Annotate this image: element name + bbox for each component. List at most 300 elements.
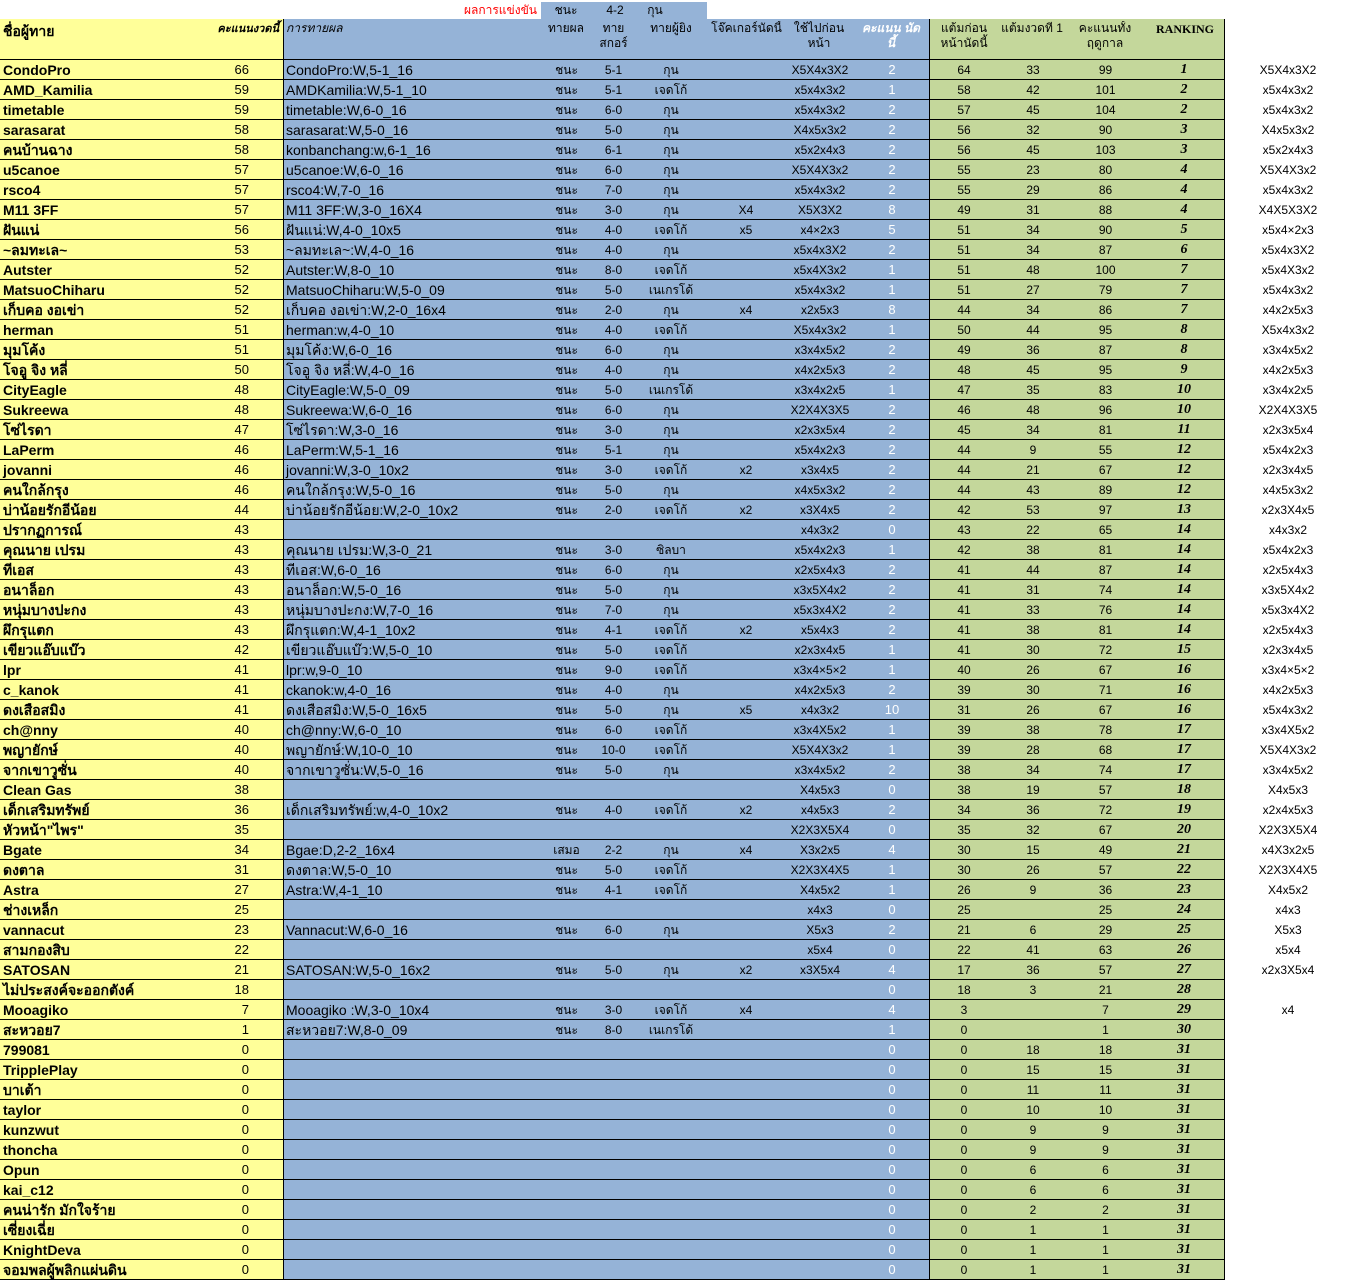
guess-result: ชนะ bbox=[541, 1000, 592, 1020]
points-before: 44 bbox=[929, 440, 999, 460]
guess-text: AMDKamilia:W,5-1_10 bbox=[283, 80, 541, 100]
points-round1: 34 bbox=[999, 240, 1067, 260]
extra-multipliers: X5X4x3X2 bbox=[1259, 63, 1317, 77]
player-name: Mooagiko bbox=[0, 1000, 200, 1020]
today-points: 57 bbox=[200, 160, 283, 180]
guess-text: สะหวอย7:W,8-0_09 bbox=[283, 1020, 541, 1040]
match-points: 1 bbox=[855, 540, 929, 560]
ranking: 8 bbox=[1144, 340, 1224, 360]
guess-text: พญายักษ์:W,10-0_10 bbox=[283, 740, 541, 760]
guess-scorer: กุน bbox=[635, 600, 707, 620]
extra-multipliers: x2x5x4x3 bbox=[1262, 623, 1314, 637]
used-before: x5x4x2x3 bbox=[785, 440, 855, 460]
guess-scorer: กุน bbox=[635, 180, 707, 200]
points-before: 57 bbox=[929, 100, 999, 120]
header-joker: โจ๊คเกอร์นัดนี้ bbox=[711, 21, 782, 35]
today-points: 59 bbox=[200, 100, 283, 120]
header-guess-scorer: ทายผู้ยิง bbox=[650, 21, 692, 35]
used-before bbox=[785, 1240, 855, 1260]
guess-score: 6-0 bbox=[592, 160, 635, 180]
today-points: 48 bbox=[200, 380, 283, 400]
season-total: 29 bbox=[1067, 920, 1144, 940]
points-before: 48 bbox=[929, 360, 999, 380]
ranking: 15 bbox=[1144, 640, 1224, 660]
points-before: 51 bbox=[929, 220, 999, 240]
season-total: 76 bbox=[1067, 600, 1144, 620]
extra-multipliers bbox=[1244, 1120, 1332, 1140]
row-divider bbox=[0, 99, 1224, 100]
season-total: 67 bbox=[1067, 700, 1144, 720]
guess-score: 6-0 bbox=[592, 100, 635, 120]
player-name: thoncha bbox=[0, 1140, 200, 1160]
guess-score: 3-0 bbox=[592, 540, 635, 560]
today-points: 0 bbox=[200, 1180, 283, 1200]
points-round1: 53 bbox=[999, 500, 1067, 520]
header-points-before: แต้มก่อน หน้านัดนี้ bbox=[940, 21, 988, 50]
ranking: 3 bbox=[1144, 140, 1224, 160]
guess-scorer: เนเกรโด้ bbox=[635, 380, 707, 400]
points-before: 0 bbox=[929, 1220, 999, 1240]
season-total: 86 bbox=[1067, 300, 1144, 320]
used-before: x3X4x5 bbox=[785, 500, 855, 520]
ranking: 3 bbox=[1144, 120, 1224, 140]
guess-text: คุณนาย เปรม:W,3-0_21 bbox=[283, 540, 541, 560]
season-total: 104 bbox=[1067, 100, 1144, 120]
ranking: 27 bbox=[1144, 960, 1224, 980]
points-before: 40 bbox=[929, 660, 999, 680]
joker bbox=[707, 1020, 785, 1040]
row-divider bbox=[0, 759, 1224, 760]
today-points: 25 bbox=[200, 900, 283, 920]
player-name: Opun bbox=[0, 1160, 200, 1180]
guess-scorer: กุน bbox=[635, 420, 707, 440]
today-points: 23 bbox=[200, 920, 283, 940]
ranking: 12 bbox=[1144, 480, 1224, 500]
today-points: 21 bbox=[200, 960, 283, 980]
extra-multipliers: x2x3x4x5 bbox=[1262, 463, 1314, 477]
used-before: X5x3 bbox=[785, 920, 855, 940]
guess-scorer bbox=[635, 1220, 707, 1240]
points-round1: 33 bbox=[999, 60, 1067, 80]
today-points: 52 bbox=[200, 300, 283, 320]
match-result-outcome: ชนะ bbox=[554, 3, 578, 17]
used-before bbox=[785, 1120, 855, 1140]
row-divider bbox=[0, 1079, 1224, 1080]
player-name: Astra bbox=[0, 880, 200, 900]
match-points: 0 bbox=[855, 780, 929, 800]
row-divider bbox=[0, 919, 1224, 920]
guess-scorer bbox=[635, 1160, 707, 1180]
joker bbox=[707, 1100, 785, 1120]
guess-text: ทีเอส:W,6-0_16 bbox=[283, 560, 541, 580]
points-round1: 30 bbox=[999, 680, 1067, 700]
guess-result bbox=[541, 1240, 592, 1260]
points-round1: 32 bbox=[999, 820, 1067, 840]
header-name bbox=[0, 19, 283, 59]
guess-scorer bbox=[635, 1240, 707, 1260]
match-points: 0 bbox=[855, 1160, 929, 1180]
guess-text bbox=[283, 820, 541, 840]
points-before: 64 bbox=[929, 60, 999, 80]
guess-text bbox=[283, 1120, 541, 1140]
points-before: 0 bbox=[929, 1240, 999, 1260]
points-before: 51 bbox=[929, 240, 999, 260]
guess-result: ชนะ bbox=[541, 800, 592, 820]
extra-multipliers: x2x3X5x4 bbox=[1261, 963, 1315, 977]
joker bbox=[707, 280, 785, 300]
row-divider bbox=[0, 339, 1224, 340]
extra-multipliers: X5X4X3x2 bbox=[1259, 743, 1317, 757]
guess-score bbox=[592, 940, 635, 960]
match-points: 2 bbox=[855, 340, 929, 360]
points-before: 0 bbox=[929, 1160, 999, 1180]
today-points: 0 bbox=[200, 1260, 283, 1280]
player-name: เขียวแอ๊บแบ๊ว bbox=[0, 640, 200, 660]
today-points: 43 bbox=[200, 620, 283, 640]
match-points: 2 bbox=[855, 420, 929, 440]
extra-multipliers: x5x2x4x3 bbox=[1262, 143, 1314, 157]
guess-scorer: เจดโก้ bbox=[635, 320, 707, 340]
used-before: X4x5x3x2 bbox=[785, 120, 855, 140]
ranking: 31 bbox=[1144, 1160, 1224, 1180]
points-before: 26 bbox=[929, 880, 999, 900]
extra-multipliers: x2x3X4x5 bbox=[1261, 503, 1315, 517]
player-name: พญายักษ์ bbox=[0, 740, 200, 760]
points-round1: 26 bbox=[999, 860, 1067, 880]
player-name: vannacut bbox=[0, 920, 200, 940]
joker bbox=[707, 560, 785, 580]
row-divider bbox=[0, 519, 1224, 520]
season-total: 95 bbox=[1067, 320, 1144, 340]
player-name: CityEagle bbox=[0, 380, 200, 400]
row-divider bbox=[0, 539, 1224, 540]
guess-scorer: กุน bbox=[635, 760, 707, 780]
match-points: 4 bbox=[855, 840, 929, 860]
guess-score: 7-0 bbox=[592, 600, 635, 620]
column-divider bbox=[929, 19, 930, 1280]
guess-result: ชนะ bbox=[541, 700, 592, 720]
guess-scorer: กุน bbox=[635, 400, 707, 420]
guess-scorer: กุน bbox=[635, 140, 707, 160]
extra-multipliers bbox=[1244, 1020, 1332, 1040]
season-total: 6 bbox=[1067, 1180, 1144, 1200]
extra-multipliers: x5x4x3x2 bbox=[1262, 103, 1314, 117]
match-points: 5 bbox=[855, 220, 929, 240]
extra-multipliers: x2x3x4x5 bbox=[1262, 643, 1314, 657]
guess-text: โจอู จิง หลี่:W,4-0_16 bbox=[283, 360, 541, 380]
guess-score: 4-0 bbox=[592, 800, 635, 820]
ranking: 31 bbox=[1144, 1200, 1224, 1220]
today-points: 51 bbox=[200, 320, 283, 340]
joker: x2 bbox=[707, 500, 785, 520]
guess-result bbox=[541, 1060, 592, 1080]
ranking: 2 bbox=[1144, 80, 1224, 100]
today-points: 0 bbox=[200, 1120, 283, 1140]
season-total: 11 bbox=[1067, 1080, 1144, 1100]
row-divider bbox=[0, 719, 1224, 720]
used-before: X5X3X2 bbox=[785, 200, 855, 220]
guess-result: ชนะ bbox=[541, 140, 592, 160]
ranking: 14 bbox=[1144, 600, 1224, 620]
guess-text bbox=[283, 940, 541, 960]
joker bbox=[707, 1060, 785, 1080]
joker bbox=[707, 1240, 785, 1260]
player-name: หนุ่มบางปะกง bbox=[0, 600, 200, 620]
guess-scorer bbox=[635, 1120, 707, 1140]
guess-score: 2-0 bbox=[592, 300, 635, 320]
guess-result bbox=[541, 780, 592, 800]
guess-text: jovanni:W,3-0_10x2 bbox=[283, 460, 541, 480]
used-before: x4x3 bbox=[785, 900, 855, 920]
guess-score bbox=[592, 820, 635, 840]
points-before: 35 bbox=[929, 820, 999, 840]
guess-score: 2-2 bbox=[592, 840, 635, 860]
joker bbox=[707, 380, 785, 400]
guess-score: 4-0 bbox=[592, 680, 635, 700]
used-before bbox=[785, 1100, 855, 1120]
used-before: x5x4x3x2 bbox=[785, 180, 855, 200]
used-before: x5x4x3x2 bbox=[785, 100, 855, 120]
joker bbox=[707, 680, 785, 700]
match-points: 0 bbox=[855, 1180, 929, 1200]
guess-result: ชนะ bbox=[541, 600, 592, 620]
season-total: 1 bbox=[1067, 1240, 1144, 1260]
guess-text: Autster:W,8-0_10 bbox=[283, 260, 541, 280]
guess-scorer bbox=[635, 780, 707, 800]
ranking: 4 bbox=[1144, 160, 1224, 180]
today-points: 0 bbox=[200, 1040, 283, 1060]
points-round1: 38 bbox=[999, 720, 1067, 740]
used-before bbox=[785, 1080, 855, 1100]
guess-result: ชนะ bbox=[541, 440, 592, 460]
guess-scorer bbox=[635, 520, 707, 540]
joker bbox=[707, 360, 785, 380]
guess-scorer: เจดโก้ bbox=[635, 880, 707, 900]
used-before: x3x4×5×2 bbox=[785, 660, 855, 680]
season-total: 36 bbox=[1067, 880, 1144, 900]
extra-multipliers bbox=[1244, 1180, 1332, 1200]
guess-text bbox=[283, 1260, 541, 1280]
guess-scorer bbox=[635, 820, 707, 840]
points-before: 41 bbox=[929, 640, 999, 660]
points-before: 44 bbox=[929, 460, 999, 480]
points-round1 bbox=[999, 1000, 1067, 1020]
match-points: 1 bbox=[855, 860, 929, 880]
points-round1: 32 bbox=[999, 120, 1067, 140]
ranking: 5 bbox=[1144, 220, 1224, 240]
points-before: 0 bbox=[929, 1080, 999, 1100]
match-points: 1 bbox=[855, 720, 929, 740]
header-season-total: คะแนนทั้ง ฤดูกาล bbox=[1078, 21, 1132, 50]
ranking: 18 bbox=[1144, 780, 1224, 800]
match-points: 4 bbox=[855, 960, 929, 980]
ranking: 7 bbox=[1144, 280, 1224, 300]
match-points: 2 bbox=[855, 460, 929, 480]
player-name: CondoPro bbox=[0, 60, 200, 80]
joker bbox=[707, 60, 785, 80]
match-points: 2 bbox=[855, 240, 929, 260]
row-divider bbox=[0, 459, 1224, 460]
joker bbox=[707, 720, 785, 740]
ranking: 10 bbox=[1144, 380, 1224, 400]
guess-score bbox=[592, 1140, 635, 1160]
used-before bbox=[785, 1260, 855, 1280]
today-points: 7 bbox=[200, 1000, 283, 1020]
extra-multipliers: x4x3x2 bbox=[1268, 523, 1308, 537]
points-before: 49 bbox=[929, 200, 999, 220]
match-points: 10 bbox=[855, 700, 929, 720]
guess-text bbox=[283, 1220, 541, 1240]
guess-score: 5-0 bbox=[592, 760, 635, 780]
guess-result: ชนะ bbox=[541, 200, 592, 220]
today-points: 41 bbox=[200, 700, 283, 720]
row-divider bbox=[0, 959, 1224, 960]
guess-scorer: กุน bbox=[635, 340, 707, 360]
extra-multipliers: X2X3X4X5 bbox=[1258, 863, 1318, 877]
ranking: 10 bbox=[1144, 400, 1224, 420]
guess-scorer bbox=[635, 1040, 707, 1060]
guess-text bbox=[283, 780, 541, 800]
used-before: x4x5x3x2 bbox=[785, 480, 855, 500]
guess-text: ผึกรุแตก:W,4-1_10x2 bbox=[283, 620, 541, 640]
header-guess-result: ทายผล bbox=[547, 21, 585, 35]
ranking: 30 bbox=[1144, 1020, 1224, 1040]
guess-text: โซ่ไรดา:W,3-0_16 bbox=[283, 420, 541, 440]
used-before: x2x3x5x4 bbox=[785, 420, 855, 440]
guess-scorer: กุน bbox=[635, 580, 707, 600]
season-total: 68 bbox=[1067, 740, 1144, 760]
joker bbox=[707, 1080, 785, 1100]
ranking: 31 bbox=[1144, 1100, 1224, 1120]
today-points: 52 bbox=[200, 280, 283, 300]
joker: x4 bbox=[707, 840, 785, 860]
guess-text: timetable:W,6-0_16 bbox=[283, 100, 541, 120]
ranking: 4 bbox=[1144, 180, 1224, 200]
guess-text: CityEagle:W,5-0_09 bbox=[283, 380, 541, 400]
joker: x4 bbox=[707, 1000, 785, 1020]
header-match-points: คะแนน นัดนี้ bbox=[862, 21, 920, 50]
match-points: 2 bbox=[855, 100, 929, 120]
row-divider bbox=[0, 659, 1224, 660]
ranking: 14 bbox=[1144, 580, 1224, 600]
header-name-label: ชื่อผู้ทาย bbox=[3, 23, 55, 39]
points-round1: 48 bbox=[999, 260, 1067, 280]
guess-score: 4-0 bbox=[592, 320, 635, 340]
match-points: 0 bbox=[855, 520, 929, 540]
points-before: 39 bbox=[929, 740, 999, 760]
points-round1: 22 bbox=[999, 520, 1067, 540]
guess-result bbox=[541, 1120, 592, 1140]
ranking: 29 bbox=[1144, 1000, 1224, 1020]
points-before: 41 bbox=[929, 600, 999, 620]
season-total: 65 bbox=[1067, 520, 1144, 540]
guess-result bbox=[541, 1140, 592, 1160]
guess-text: บ่าน้อยรักอีน้อย:W,2-0_10x2 bbox=[283, 500, 541, 520]
today-points: 46 bbox=[200, 460, 283, 480]
points-round1: 3 bbox=[999, 980, 1067, 1000]
points-round1: 1 bbox=[999, 1240, 1067, 1260]
guess-score: 5-1 bbox=[592, 60, 635, 80]
guess-scorer: เจดโก้ bbox=[635, 660, 707, 680]
guess-text: หนุ่มบางปะกง:W,7-0_16 bbox=[283, 600, 541, 620]
player-name: อนาล็อก bbox=[0, 580, 200, 600]
guess-text: SATOSAN:W,5-0_16x2 bbox=[283, 960, 541, 980]
match-points: 2 bbox=[855, 140, 929, 160]
guess-score: 5-1 bbox=[592, 440, 635, 460]
used-before: x5x3x4X2 bbox=[785, 600, 855, 620]
guess-score bbox=[592, 1260, 635, 1280]
guess-score: 6-1 bbox=[592, 140, 635, 160]
joker bbox=[707, 940, 785, 960]
points-round1: 15 bbox=[999, 840, 1067, 860]
row-divider bbox=[0, 1199, 1224, 1200]
used-before: X4x5x3 bbox=[785, 780, 855, 800]
points-round1: 38 bbox=[999, 620, 1067, 640]
match-points: 2 bbox=[855, 180, 929, 200]
today-points: 56 bbox=[200, 220, 283, 240]
match-points: 1 bbox=[855, 640, 929, 660]
points-round1: 31 bbox=[999, 580, 1067, 600]
season-total: 87 bbox=[1067, 240, 1144, 260]
ranking: 31 bbox=[1144, 1040, 1224, 1060]
row-divider bbox=[0, 219, 1224, 220]
extra-multipliers bbox=[1244, 1160, 1332, 1180]
guess-text: LaPerm:W,5-1_16 bbox=[283, 440, 541, 460]
guess-scorer: ซิลบา bbox=[635, 540, 707, 560]
points-round1: 6 bbox=[999, 1180, 1067, 1200]
used-before: X2X3X4X5 bbox=[785, 860, 855, 880]
points-round1: 9 bbox=[999, 440, 1067, 460]
ranking: 11 bbox=[1144, 420, 1224, 440]
points-round1: 6 bbox=[999, 1160, 1067, 1180]
ranking: 26 bbox=[1144, 940, 1224, 960]
extra-multipliers: x5x4x3x2 bbox=[1262, 83, 1314, 97]
guess-result: ชนะ bbox=[541, 760, 592, 780]
season-total: 1 bbox=[1067, 1020, 1144, 1040]
row-divider bbox=[0, 259, 1224, 260]
today-points: 22 bbox=[200, 940, 283, 960]
extra-multipliers: X5X4X3x2 bbox=[1259, 163, 1317, 177]
points-round1: 18 bbox=[999, 1040, 1067, 1060]
today-points: 35 bbox=[200, 820, 283, 840]
points-before: 39 bbox=[929, 680, 999, 700]
joker: X4 bbox=[707, 200, 785, 220]
match-points: 1 bbox=[855, 320, 929, 340]
row-divider bbox=[0, 59, 1224, 60]
column-divider bbox=[1224, 19, 1225, 1280]
player-name: KnightDeva bbox=[0, 1240, 200, 1260]
player-name: Clean Gas bbox=[0, 780, 200, 800]
player-name: c_kanok bbox=[0, 680, 200, 700]
ranking: 14 bbox=[1144, 560, 1224, 580]
guess-text: Bgae:D,2-2_16x4 bbox=[283, 840, 541, 860]
points-before: 0 bbox=[929, 1120, 999, 1140]
row-divider bbox=[0, 939, 1224, 940]
guess-score: 6-0 bbox=[592, 920, 635, 940]
ranking: 31 bbox=[1144, 1260, 1224, 1280]
used-before bbox=[785, 1180, 855, 1200]
ranking: 25 bbox=[1144, 920, 1224, 940]
joker bbox=[707, 1140, 785, 1160]
guess-text: Mooagiko :W,3-0_10x4 bbox=[283, 1000, 541, 1020]
today-points: 31 bbox=[200, 860, 283, 880]
joker bbox=[707, 900, 785, 920]
guess-score bbox=[592, 1180, 635, 1200]
points-round1: 28 bbox=[999, 740, 1067, 760]
header-ranking: RANKING bbox=[1155, 22, 1214, 36]
today-points: 18 bbox=[200, 980, 283, 1000]
used-before: x5x4 bbox=[785, 940, 855, 960]
